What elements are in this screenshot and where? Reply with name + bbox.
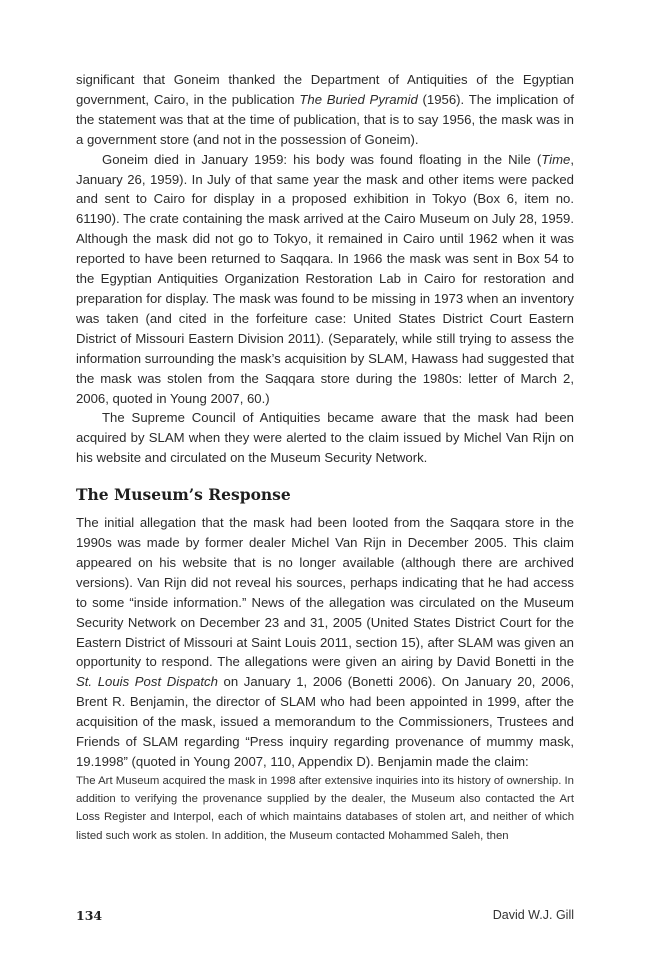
paragraph	[76, 150, 574, 409]
text-run: Goneim died in January 1959: his body was found floating in the Nile (	[102, 151, 542, 167]
paragraph	[76, 513, 574, 772]
text-run: (1956). The implication of the statement was that at the time of publication, that is to say 1956, the mask was in a government store (and not in the possession of Goneim).	[76, 91, 574, 147]
paragraphs-before	[76, 70, 574, 468]
text-run: The Supreme Council of Antiquities became aware that the mask had been acquired by SLAM when they were alerted to the claim issued by Michel Van Rijn on his website and circulated on the Museum Security Network.	[76, 410, 574, 466]
italic-text: Time	[541, 151, 571, 167]
body-text	[76, 70, 574, 845]
block-quote: The Art Museum acquired the mask in 1998 after extensive inquiries into its history of ownership. In addition to verifying the provenance supplied by the dealer, the Museum also contacted the Art Loss Register and Interpol, each of which maintains databases of stolen art, and neither of which listed such work as stolen. In addition, the Museum contacted Mohammed Saleh, then	[76, 774, 574, 842]
section-heading: The Museum’s Response	[76, 485, 291, 505]
italic-text: St. Louis Post Dispatch	[76, 674, 218, 690]
page-number: 134	[76, 908, 103, 923]
paragraph	[76, 408, 574, 468]
text-run: significant that Goneim thanked the Department of Antiquities of the Egyptian government, Cairo, in the publication	[76, 72, 574, 107]
text-run: on January 1, 2006 (Bonetti 2006). On January 20, 2006, Brent R. Benjamin, the director of SLAM who had been appointed in 1999, after the acquisition of the mask, issued a memorandum to the Commissioners, Trustees and Friends of SLAM regarding “Press inquiry regarding provenance of mummy mask, 19.1998” (quoted in Young 2007, 110, Appendix D). Benjamin made the claim:	[76, 674, 574, 769]
italic-text: The Buried Pyramid	[299, 91, 418, 107]
running-footer-author: David W.J. Gill	[492, 908, 574, 922]
text-run: , January 26, 1959). In July of that same year the mask and other items were packed and sent to Cairo for display in a proposed exhibition in Tokyo (Box 6, item no. 61190). The crate containing the mask arrived at the Cairo Museum on July 28, 1959. Although the mask did not go to Tokyo, it remained in Cairo until 1962 when it was reported to have been returned to Saqqara. In 1966 the mask was sent in Box 54 to the Egyptian Antiquities Organization Restoration Lab in Cairo for restoration and preparation for display. The mask was found to be missing in 1973 when an inventory was taken (and cited in the forfeiture case: United States District Court Eastern District of Missouri Eastern Division 2011). (Separately, while still trying to assess the information surrounding the mask’s acquisition by SLAM, Hawass had suggested that the mask was stolen from the Saqqara store during the 1980s: letter of March 2, 2006, quoted in Young 2007, 60.)	[76, 151, 574, 406]
paragraph	[76, 70, 574, 150]
paragraphs-after	[76, 513, 574, 772]
text-run: The initial allegation that the mask had been looted from the Saqqara store in the 1990s was made by former dealer Michel Van Rijn in December 2005. This claim appeared on his website that is no longer available (although there are archived versions). Van Rijn did not reveal his sources, perhaps indicating that he had access to some “inside information.” News of the allegation was circulated on the Museum Security Network on December 23 and 31, 2005 (United States District Court for the Eastern District of Missouri at Saint Louis 2011, section 15), after SLAM was given an opportunity to respond. The allegations were given an airing by David Bonetti in the	[76, 515, 574, 670]
